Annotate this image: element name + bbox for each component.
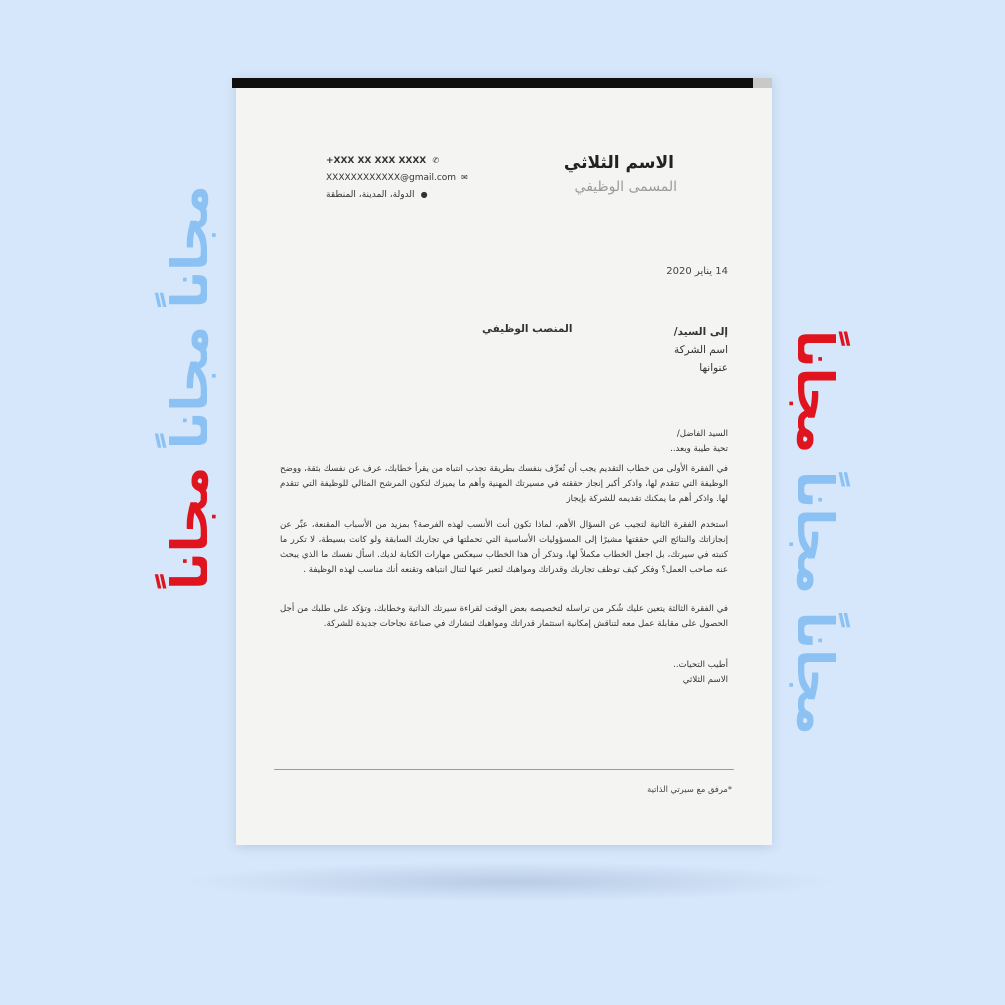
free-word-highlight: مجاناً xyxy=(161,466,219,590)
email-row xyxy=(326,169,468,186)
company-address: عنوانها xyxy=(699,362,728,374)
free-word-highlight: مجاناً xyxy=(786,330,844,454)
header-bar xyxy=(232,78,753,88)
email-address: XXXXXXXXXXXX@gmail.com xyxy=(326,172,457,183)
recipient-address xyxy=(674,323,728,377)
free-label-right xyxy=(786,330,844,735)
location-row xyxy=(326,186,456,203)
location: الدولة، المدينة، المنطقة xyxy=(326,189,415,200)
paragraph-2 xyxy=(280,518,728,578)
recipient-position: المنصب الوظيفي xyxy=(482,323,573,335)
closing-line: أطيب التحيات.. xyxy=(673,660,728,670)
paragraph-text: في الفقرة الأولى من خطاب التقديم يجب أن تُعرِّف بنفسك بطريقة تجذب انتباه من يقرأ خطابك، عرف عن نفسك بثقة، ووضح الوظيفة التي تتقدم لها، واذكر أكبر إنجاز حققته في مسيرتك المهنية وأهم ما يميزك لتكون المرشح المثالي للوظيفة التي تتقدم لها. واذكر أهم ما يمكنك تقديمه للشركة بإيجاز xyxy=(280,464,728,504)
header-bar-accent xyxy=(753,78,772,88)
footer-divider xyxy=(274,769,734,770)
cover-letter-page xyxy=(236,78,772,845)
phone-number: +XXX XX XXX XXXX xyxy=(326,155,427,166)
greeting-line: السيد الفاضل/ xyxy=(676,429,728,439)
free-word: مجاناً xyxy=(161,325,219,450)
paragraph-text: في الفقرة الثالثة يتعين عليك شُكر من تراسله لتخصيصه بعض الوقت لقراءة سيرتك الذاتية وخطابك، وتؤكد على طلبك من أجل الحصول على مقابلة عمل معه لتناقش إمكانية استثمار قدراتك ومواهبك لتشارك في صناعة نجاحات جديدة للشركة. xyxy=(280,604,728,629)
phone-row xyxy=(326,152,456,169)
recipient-salutation: إلى السيد/ xyxy=(673,326,728,338)
letter-date: 14 يناير 2020 xyxy=(666,266,728,277)
paragraph-1 xyxy=(280,462,728,507)
envelope-icon: ✉ xyxy=(461,173,468,182)
closing xyxy=(280,658,728,688)
contact-block xyxy=(326,152,468,203)
free-word: مجاناً xyxy=(786,470,844,595)
free-word: مجاناً xyxy=(161,185,219,309)
pin-icon: ● xyxy=(420,190,428,199)
greeting-line: تحية طيبة وبعد.. xyxy=(670,444,728,454)
paragraph-text: استخدم الفقرة الثانية لتجيب عن السؤال الأهم، لماذا تكون أنت الأنسب لهذه الفرصة؟ بمزيد من الأسباب المقنعة، عبِّر عن إنجازاتك والنتائج التي حققتها مشيرًا إلى المسؤوليات الأساسية التي تحملتها في تجاربك السابقة ولو كانت بسيطة، لا تكرر ما كتبته في سيرتك، بل اجعل الخطاب مكملاً لها، وتذكر أن هذا الخطاب سيعكس مهارات الكتابة لديك. اسأل نفسك ما الذي يبحث عنه صاحب العمل؟ وفكر كيف توظف تجاربك وقدراتك ومواهبك لتعبر عنها لتنال انتباهه وتقنعه أنك مناسب لهذه الوظيفة . xyxy=(280,520,728,575)
company-name: اسم الشركة xyxy=(674,344,728,356)
applicant-name: الاسم الثلاثي xyxy=(563,153,674,173)
free-label-left xyxy=(161,185,219,590)
paragraph-3 xyxy=(280,602,728,632)
signature-name: الاسم الثلاثي xyxy=(682,675,728,685)
job-title: المسمى الوظيفي xyxy=(574,179,677,195)
phone-icon: ✆ xyxy=(432,156,440,165)
paper-shadow xyxy=(180,862,840,902)
attachment-note: *مرفق مع سيرتي الذاتية xyxy=(647,784,732,794)
greeting xyxy=(280,427,728,457)
free-word: مجاناً xyxy=(786,611,844,735)
